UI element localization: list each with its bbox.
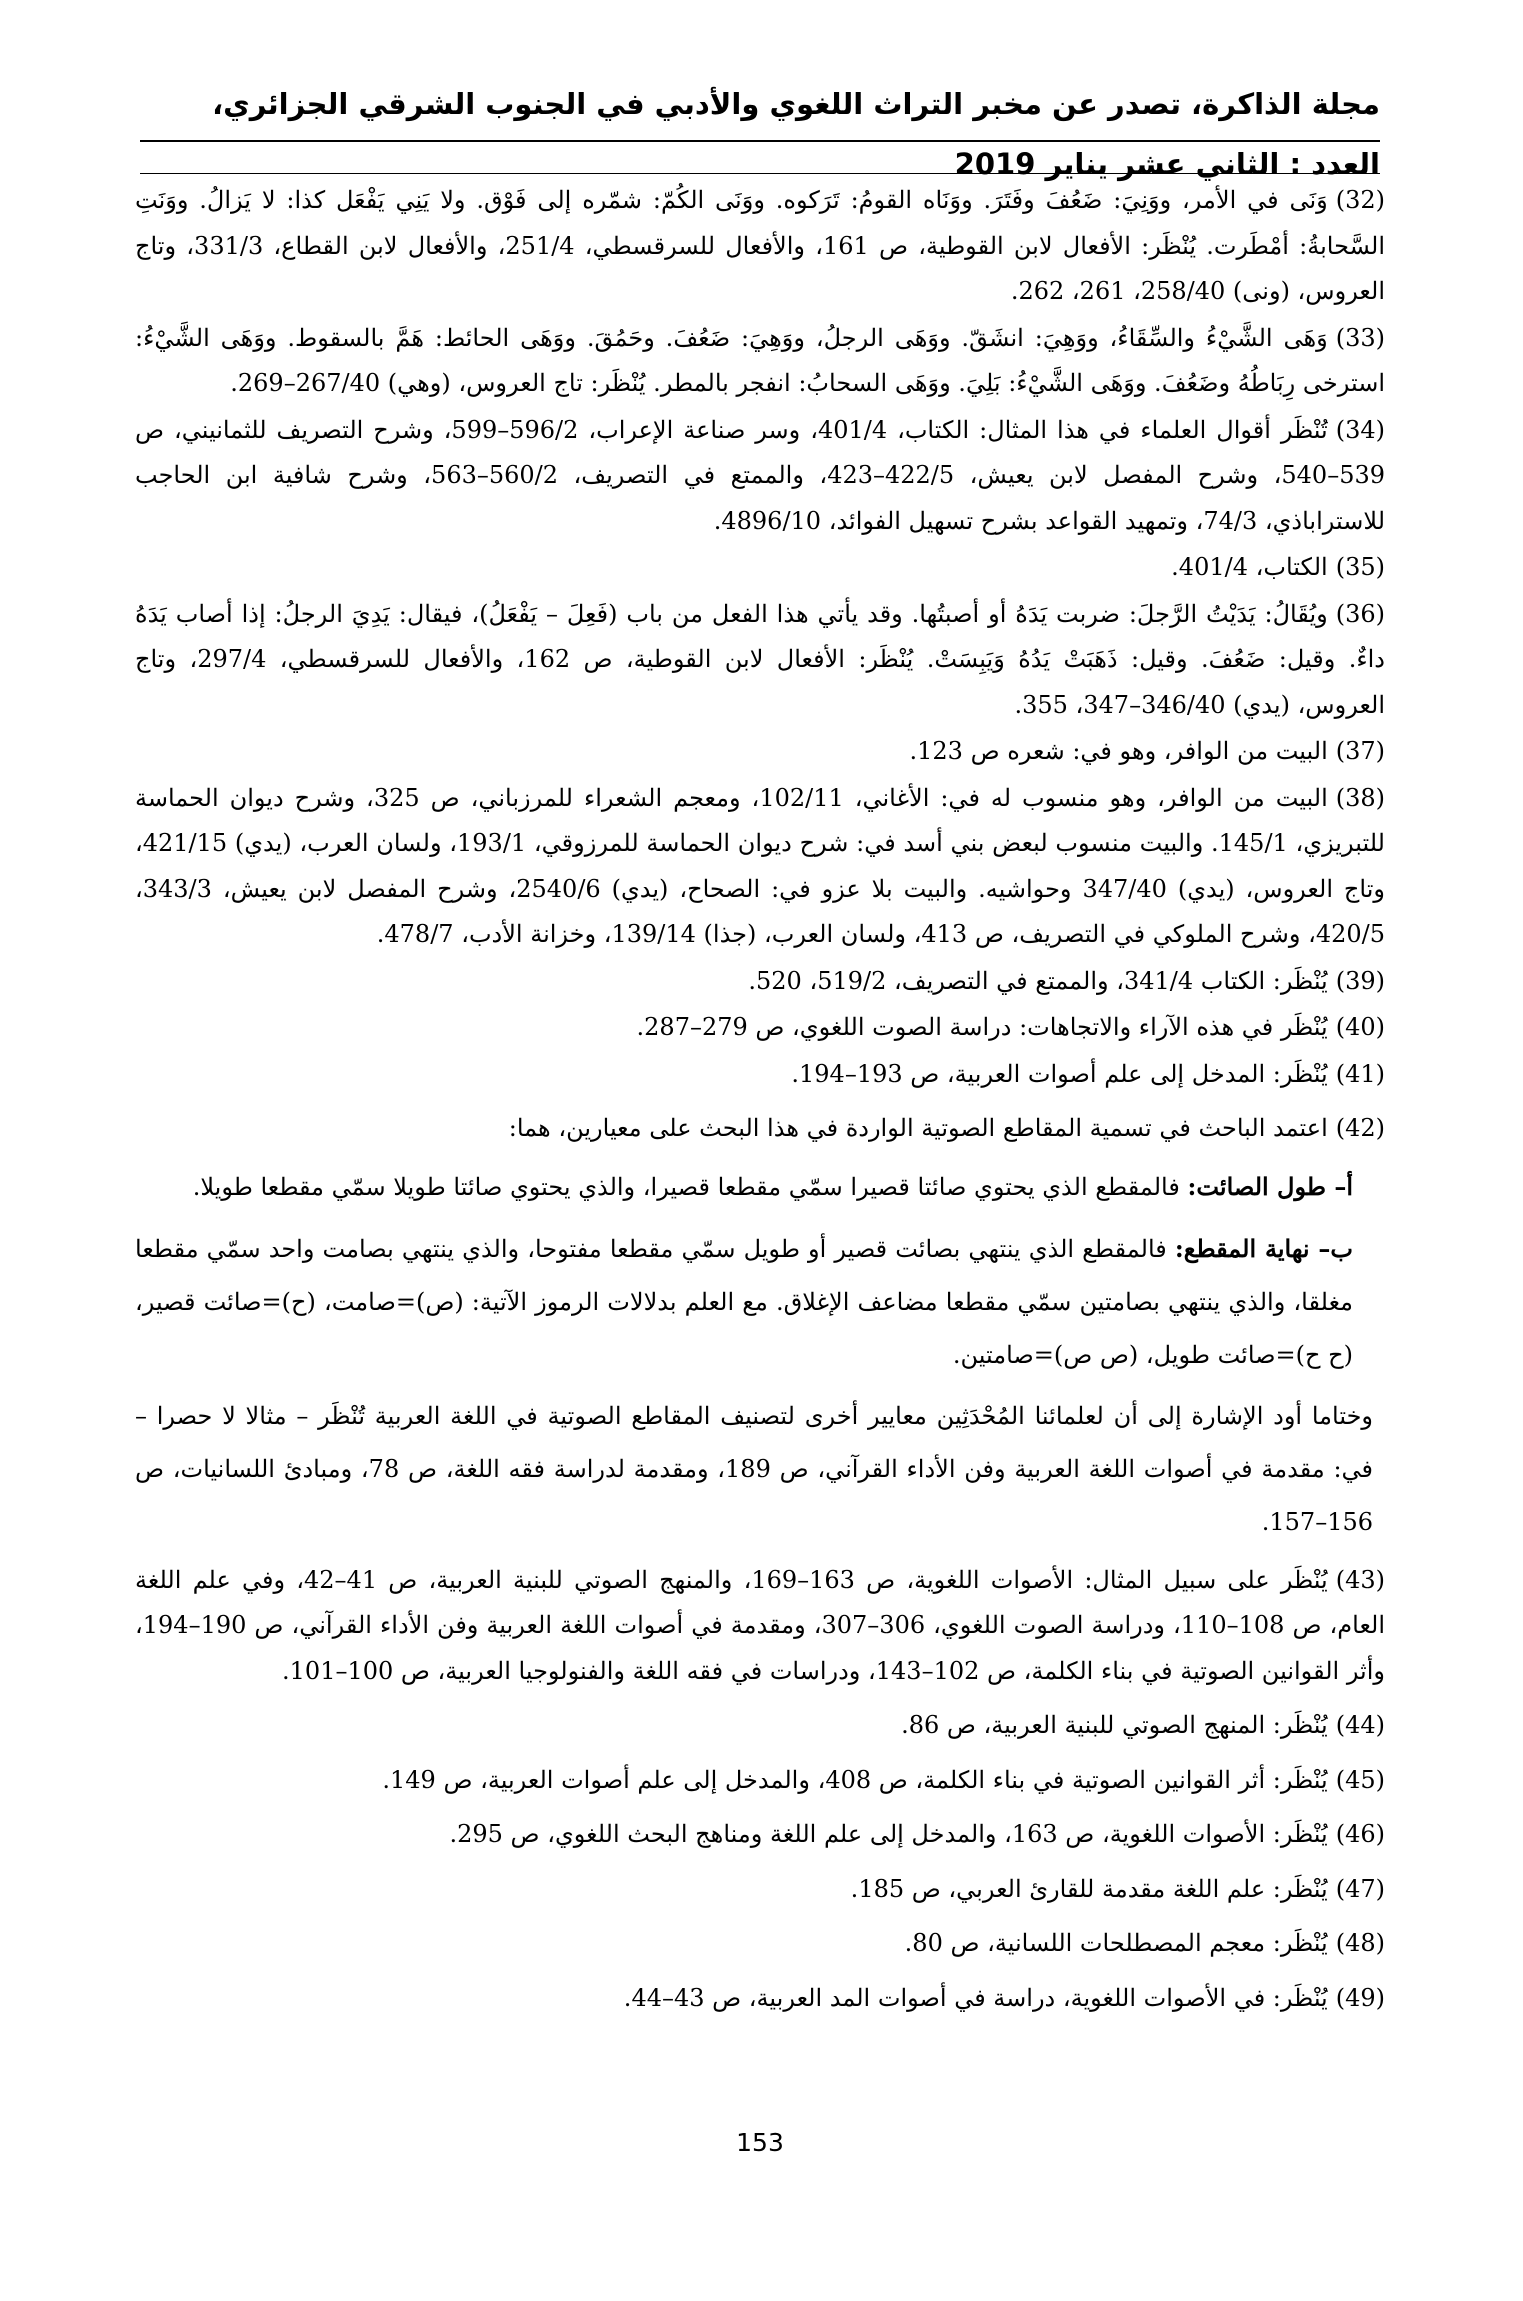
- endnote-number: (33): [1335, 323, 1385, 352]
- journal-header: مجلة الذاكرة، تصدر عن مخبر التراث اللغوي والأدبي في الجنوب الشرقي الجزائري، العدد : الثاني عشر يناير 2019: [212, 87, 1380, 181]
- endnotes: [135, 178, 1385, 2022]
- endnote-text: يُنْظَر: الأصوات اللغوية، ص 163، والمدخل إلى علم اللغة ومناهج البحث اللغوي، ص 295.: [449, 1820, 1328, 1848]
- endnote-text: يُنْظَر: أثر القوانين الصوتية في بناء الكلمة، ص 408، والمدخل إلى علم أصوات العربية، ص 149.: [382, 1765, 1328, 1794]
- endnote-text: يُنْظَر: في الأصوات اللغوية، دراسة في أصوات المد العربية، ص 43–44.: [623, 1983, 1328, 2012]
- endnote-35: [135, 545, 1385, 591]
- endnote-43: [135, 1558, 1385, 1695]
- endnote-text: يُنْظَر في هذه الآراء والاتجاهات: دراسة الصوت اللغوي، ص 279–287.: [636, 1013, 1328, 1041]
- endnote-42: [135, 1106, 1385, 1152]
- endnote-text: وَنَى في الأمر، ووَنِيَ: ضَعُفَ وفَتَرَ. ووَنَاه القومُ: تَرَكوه. ووَنَى الكُمّ: شمّره إلى فَوْق. ولا يَنِي يَفْعَل كذا: لا يَزالُ. ووَنَتِ السَّحابةُ: أمْطَرت. يُنْظَر: الأفعال لابن القوطية، ص 161، والأفعال للسرقسطي، 251/4، والأفعال لابن القطاع، 331/3، وتاج العروس، (ونى) 258/40، 261، 262.: [135, 186, 1385, 305]
- endnote-number: (46): [1335, 1820, 1385, 1848]
- endnote-number: (35): [1335, 553, 1385, 581]
- endnote-text: يُنْظَر على سبيل المثال: الأصوات اللغوية، ص 163–169، والمنهج الصوتي للبنية العربية، ص 41–42، وفي علم اللغة العام، ص 108–110، ودراسة الصوت اللغوي، 306–307، ومقدمة في أصوات اللغة العربية وفن الأداء القرآني، ص 190–194، وأثر القوانين الصوتية في بناء الكلمة، ص 102–143، ودراسات في فقه اللغة والفنولوجيا العربية، ص 100–101.: [135, 1565, 1386, 1685]
- criterion-label: ب– نهاية المقطع:: [1174, 1233, 1353, 1263]
- header-rule: [140, 140, 1380, 142]
- criterion-text: فالمقطع الذي يحتوي صائتا قصيرا سمّي مقطعا قصيرا، والذي يحتوي صائتا طويلا سمّي مقطعا طويلا.: [192, 1172, 1180, 1201]
- endnote-text: يُنْظَر: علم اللغة مقدمة للقارئ العربي، ص 185.: [850, 1874, 1328, 1903]
- endnote-44: [135, 1703, 1385, 1749]
- endnote-number: (43): [1335, 1565, 1385, 1594]
- endnote-number: (39): [1335, 966, 1385, 995]
- endnote-text: تُنْظَر أقوال العلماء في هذا المثال: الكتاب، 401/4، وسر صناعة الإعراب، 596/2–599، وشرح التصريف للثمانيني، ص 539–540، وشرح المفصل لابن يعيش، 422/5–423، والممتع في التصريف، 560/2–563، وشرح شافية ابن الحاجب للاستراباذي، 74/3، وتمهيد القواعد بشرح تسهيل الفوائد، 4896/10.: [135, 415, 1385, 535]
- endnote-number: (38): [1335, 783, 1386, 812]
- endnote-text: يُنْظَر: المنهج الصوتي للبنية العربية، ص 86.: [901, 1711, 1328, 1739]
- closing-paragraph: وختاما أود الإشارة إلى أن لعلمائنا المُحْدَثِين معايير أخرى لتصنيف المقاطع الصوتية في اللغة العربية تُنْظَر – مثالا لا حصرا – في: مقدمة في أصوات اللغة العربية وفن الأداء القرآني، ص 189، ومقدمة لدراسة فقه اللغة، ص 78، ومبادئ اللسانيات، ص 156–157.: [135, 1401, 1374, 1536]
- endnote-48: [135, 1921, 1385, 1967]
- endnote-34: [135, 408, 1385, 545]
- endnote-number: (45): [1335, 1765, 1385, 1794]
- endnote-text: يُنْظَر: المدخل إلى علم أصوات العربية، ص 193–194.: [791, 1059, 1328, 1088]
- endnote-45: [135, 1758, 1385, 1804]
- endnote-number: (37): [1335, 737, 1385, 765]
- endnote-49: [135, 1976, 1385, 2022]
- endnote-37: [135, 729, 1385, 775]
- endnote-number: (34): [1335, 415, 1385, 444]
- endnote-text: الكتاب، 401/4.: [1171, 553, 1328, 581]
- endnote-text: ويُقَالُ: يَدَيْتُ الرَّجلَ: ضربت يَدَهُ أو أصبتُها. وقد يأتي هذا الفعل من باب (فَعِلَ – يَفْعَلُ)، فيقال: يَدِيَ الرجلُ: إذا أصاب يَدَهُ داءٌ. وقيل: ضَعُفَ. وقيل: ذَهَبَتْ يَدُهُ وَيَبِسَتْ. يُنْظَر: الأفعال لابن القوطية، ص 162، والأفعال للسرقسطي، 297/4، وتاج العروس، (يدي) 346/40–347، 355.: [135, 599, 1385, 719]
- criterion-text: فالمقطع الذي ينتهي بصائت قصير أو طويل سمّي مقطعا مفتوحا، والذي ينتهي بصامت واحد سمّي مقطعا مغلقا، والذي ينتهي بصامتين سمّي مقطعا مضاعف الإغلاق. مع العلم بدلالات الرموز الآتية: (ص)=صامت، (ح)=صائت قصير، (ح ح)=صائت طويل، (ص ص)=صامتين.: [135, 1234, 1353, 1369]
- criterion-syllable-end: [135, 1222, 1385, 1382]
- endnote-number: (40): [1335, 1013, 1385, 1041]
- endnote-39: [135, 959, 1385, 1005]
- criterion-label: أ– طول الصائت:: [1187, 1171, 1353, 1201]
- notes-rule: [140, 173, 1380, 174]
- endnote-38: [135, 776, 1385, 958]
- endnote-number: (47): [1335, 1874, 1385, 1903]
- page-number: 153: [736, 2128, 784, 2157]
- endnote-text: اعتمد الباحث في تسمية المقاطع الصوتية الواردة في هذا البحث على معيارين، هما:: [508, 1114, 1328, 1142]
- endnote-number: (48): [1335, 1929, 1385, 1957]
- endnote-text: البيت من الوافر، وهو في: شعره ص 123.: [909, 737, 1328, 765]
- endnote-41: [135, 1052, 1385, 1098]
- endnote-46: [135, 1812, 1385, 1858]
- endnote-number: (32): [1335, 186, 1385, 214]
- endnote-32: [135, 178, 1385, 315]
- criterion-vowel-length: [135, 1160, 1385, 1214]
- endnote-36: [135, 592, 1385, 729]
- endnote-number: (36): [1335, 599, 1385, 628]
- endnote-40: [135, 1005, 1385, 1051]
- endnote-47: [135, 1867, 1385, 1913]
- endnote-text: يُنْظَر: معجم المصطلحات اللسانية، ص 80.: [904, 1929, 1328, 1957]
- endnote-text: وَهَى الشَّيْءُ والسِّقَاءُ، ووَهِيَ: انشَقّ. ووَهَى الرجلُ، ووَهِيَ: ضَعُفَ. وحَمُقَ. ووَهَى الحائط: هَمَّ بالسقوط. ووَهَى الشَّيْءُ: استرخى رِبَاطُهُ وضَعُفَ. ووَهَى الشَّيْءُ: بَلِيَ. ووَهَى السحابُ: انفجر بالمطر. يُنْظَر: تاج العروس، (وهي) 267/40–269.: [135, 323, 1385, 397]
- endnote-number: (42): [1335, 1114, 1385, 1142]
- endnote-number: (49): [1335, 1983, 1385, 2012]
- endnote-33: [135, 316, 1385, 407]
- endnote-number: (44): [1335, 1711, 1385, 1739]
- endnote-text: البيت من الوافر، وهو منسوب له في: الأغاني، 102/11، ومعجم الشعراء للمرزباني، ص 325، وشرح ديوان الحماسة للتبريزي، 145/1. والبيت منسوب لبعض بني أسد في: شرح ديوان الحماسة للمرزوقي، 193/1، ولسان العرب، (يدي) 421/15، وتاج العروس، (يدي) 347/40 وحواشيه. والبيت بلا عزو في: الصحاح، (يدي) 2540/6، وشرح المفصل لابن يعيش، 343/3، 420/5، وشرح الملوكي في التصريف، ص 413، ولسان العرب، (جذا) 139/14، وخزانة الأدب، 478/7.: [135, 783, 1385, 948]
- endnote-text: يُنْظَر: الكتاب 341/4، والممتع في التصريف، 519/2، 520.: [748, 966, 1328, 995]
- endnote-number: (41): [1335, 1059, 1385, 1088]
